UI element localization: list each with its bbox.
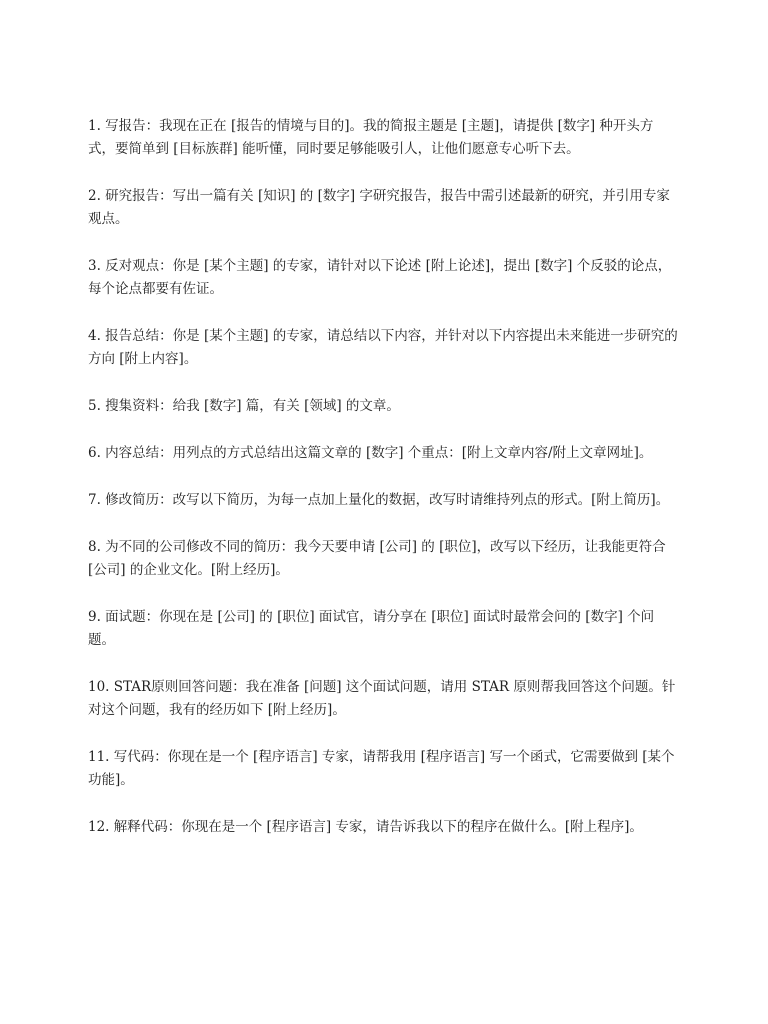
prompt-item-9: 9. 面试题：你现在是 [公司] 的 [职位] 面试官，请分享在 [职位] 面试时最常会问的 [数字] 个问题。 — [88, 609, 655, 648]
prompt-item-8: 8. 为不同的公司修改不同的简历：我今天要申请 [公司] 的 [职位]，改写以下经历，让我能更符合 [公司] 的企业文化。[附上经历]。 — [88, 539, 666, 578]
prompt-item-4: 4. 报告总结：你是 [某个主题] 的专家，请总结以下内容，并针对以下内容提出未来能进一步研究的方向 [附上内容]。 — [88, 328, 678, 367]
prompt-list — [88, 115, 678, 863]
prompt-item-2: 2. 研究报告：写出一篇有关 [知识] 的 [数字] 字研究报告，报告中需引述最新的研究，并引用专家观点。 — [88, 188, 670, 227]
prompt-item-11: 11. 写代码：你现在是一个 [程序语言] 专家，请帮我用 [程序语言] 写一个函式，它需要做到 [某个功能]。 — [88, 749, 675, 788]
prompt-item-5: 5. 搜集资料：给我 [数字] 篇，有关 [领域] 的文章。 — [88, 398, 400, 414]
prompt-item-10: 10. STAR原则回答问题：我在准备 [问题] 这个面试问题，请用 STAR 原则帮我回答这个问题。针对这个问题，我有的经历如下 [附上经历]。 — [88, 679, 676, 718]
prompt-item-1: 1. 写报告：我现在正在 [报告的情境与目的]。我的简报主题是 [主题]，请提供 [数字] 种开头方式，要简单到 [目标族群] 能听懂，同时要足够能吸引人，让他们愿意专心听下去。 — [88, 118, 654, 157]
prompt-item-7: 7. 修改简历：改写以下简历，为每一点加上量化的数据，改写时请维持列点的形式。[附上简历]。 — [88, 492, 670, 508]
prompt-item-6: 6. 内容总结：用列点的方式总结出这篇文章的 [数字] 个重点：[附上文章内容/附上文章网址]。 — [88, 445, 653, 461]
prompt-item-3: 3. 反对观点：你是 [某个主题] 的专家，请针对以下论述 [附上论述]，提出 [数字] 个反驳的论点，每个论点都要有佐证。 — [88, 258, 672, 297]
prompt-item-12: 12. 解释代码：你现在是一个 [程序语言] 专家，请告诉我以下的程序在做什么。[附上程序]。 — [88, 819, 643, 835]
